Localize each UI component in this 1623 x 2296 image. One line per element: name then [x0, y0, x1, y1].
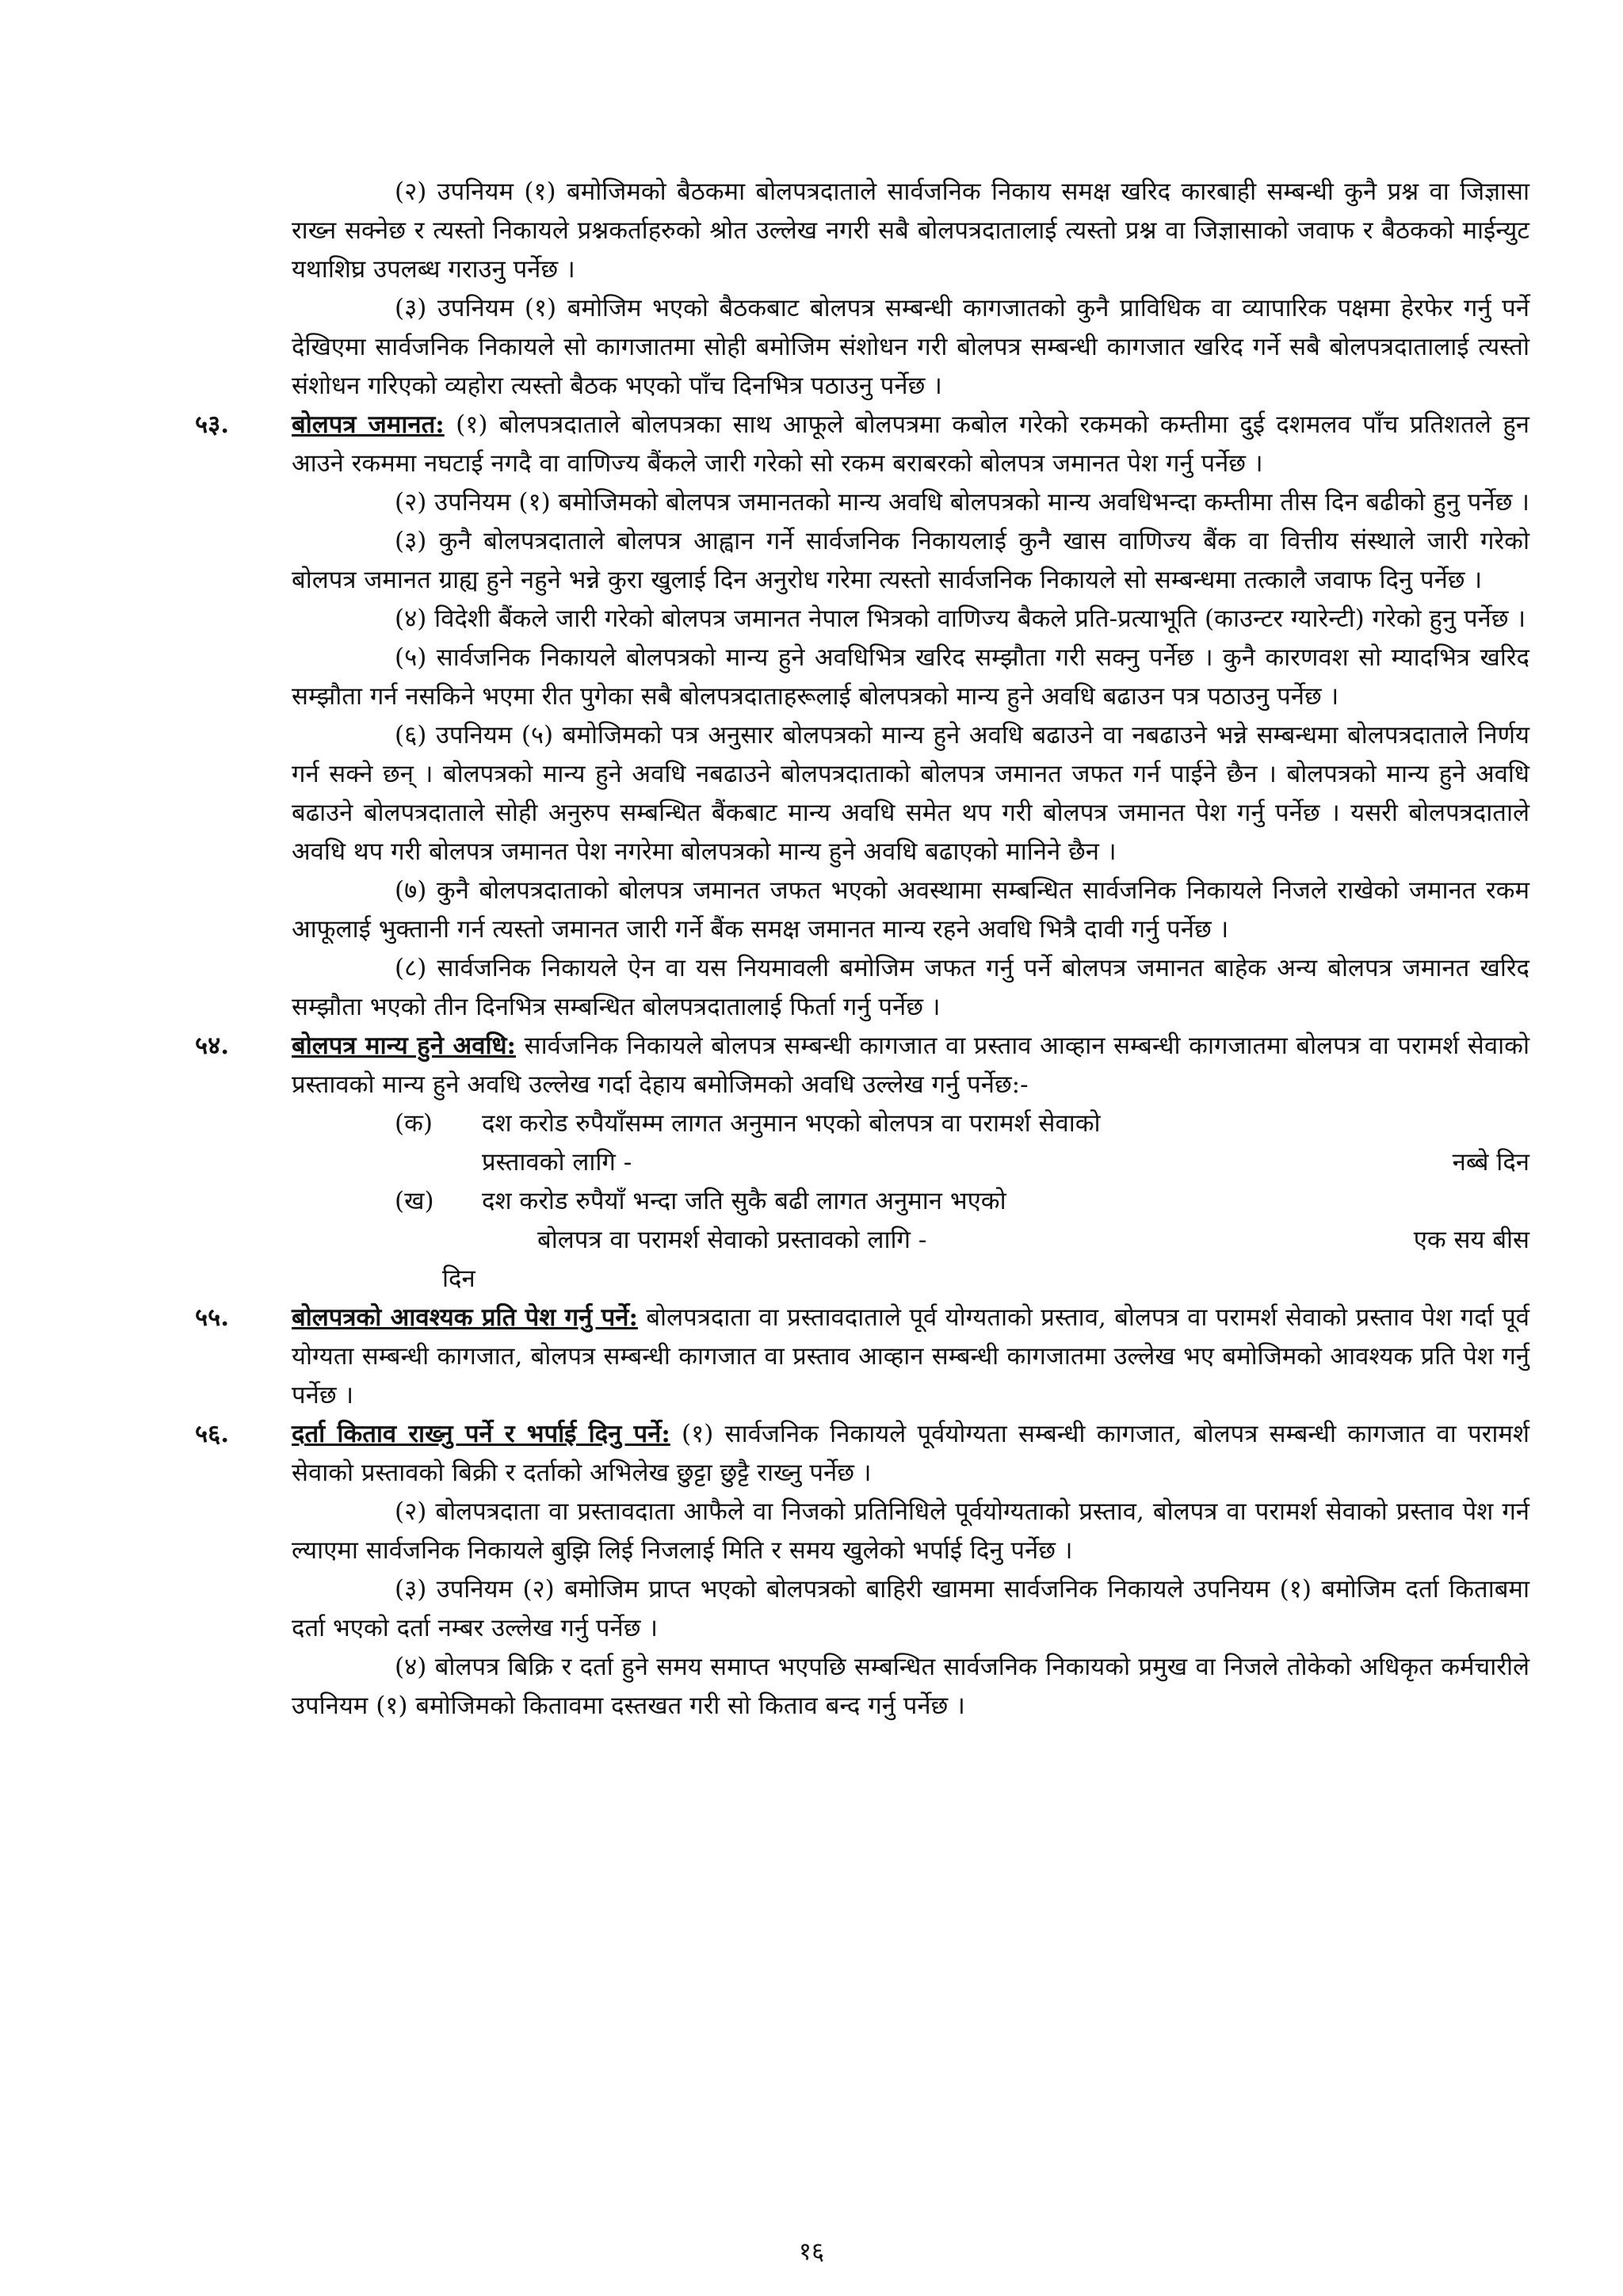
rule-54-number: ५४.: [195, 1032, 230, 1060]
rule-55-body-text: बोलपत्रदाता वा प्रस्तावदाताले पूर्व योग्यताको प्रस्ताव, बोलपत्र वा परामर्श सेवाको प्रस्ताव पेश गर्दा पूर्व योग्यता सम्बन्धी कागजात, बोलपत्र सम्बन्धी कागजात वा प्रस्ताव आव्हान सम्बन्धी कागजातमा उल्लेख भए बमोजिमको आवश्यक प्रति पेश गर्नु पर्नेछ ।: [292, 1303, 1529, 1409]
rule-53-subrule-3: (३) कुनै बोलपत्रदाताले बोलपत्र आह्वान गर्ने सार्वजनिक निकायलाई कुनै खास वाणिज्य बैंक वा वित्तीय संस्थाले जारी गरेको बोलपत्र जमानत ग्राह्य हुने नहुने भन्ने कुरा खुलाई दिन अनुरोध गरेमा त्यस्तो सार्वजनिक निकायले सो सम्बन्धमा तत्कालै जवाफ दिनु पर्नेछ ।: [292, 527, 1529, 594]
page-number: १६: [798, 2237, 825, 2266]
rule-52-subrule-2: (२) उपनियम (१) बमोजिमको बैठकमा बोलपत्रदाताले सार्वजनिक निकाय समक्ष खरिद कारबाही सम्बन्धी कुनै प्रश्न वा जिज्ञासा राख्न सक्नेछ र त्यस्तो निकायले प्रश्नकर्ताहरुको श्रोत उल्लेख नगरी सबै बोलपत्रदातालाई त्यस्तो प्रश्न वा जिज्ञासाको जवाफ र बैठकको माईन्युट यथाशिघ्र उपलब्ध गराउनु पर्नेछ ।: [292, 177, 1529, 284]
list-item-text: बोलपत्र वा परामर्श सेवाको प्रस्तावको लागि -: [537, 1226, 927, 1254]
rule-56-subrule-1-text: (१) सार्वजनिक निकायले पूर्वयोग्यता सम्बन्धी कागजात, बोलपत्र सम्बन्धी कागजात वा परामर्श सेवाको प्रस्तावको बिक्री र दर्ताको अभिलेख छुट्टा छुट्टै राख्नु पर्नेछ ।: [292, 1420, 1529, 1487]
rule-56-subrule-2: (२) बोलपत्रदाता वा प्रस्तावदाता आफैले वा निजको प्रतिनिधिले पूर्वयोग्यताको प्रस्ताव, बोलपत्र वा परामर्श सेवाको प्रस्ताव पेश गर्न ल्याएमा सार्वजनिक निकायले बुझि लिई निजलाई मिति र समय खुलेको भर्पाई दिनु पर्नेछ ।: [292, 1497, 1529, 1565]
list-item-value: एक सय बीस: [1413, 1226, 1529, 1254]
list-item-kha-continuation: [292, 1221, 1529, 1260]
list-item-text: दश करोड रुपैयाँ भन्दा जति सुकै बढी लागत अनुमान भएको: [482, 1187, 1006, 1215]
rule-56: [195, 1415, 1529, 1493]
validity-period-list: [292, 1104, 1529, 1299]
rule-56-subrule-3: (३) उपनियम (२) बमोजिम प्राप्त भएको बोलपत्रको बाहिरी खाममा सार्वजनिक निकायले उपनियम (१) बमोजिम दर्ता किताबमा दर्ता भएको दर्ता नम्बर उल्लेख गर्नु पर्नेछ ।: [292, 1575, 1529, 1642]
document-body: [195, 173, 1530, 1726]
rule-53-subrule-7: (७) कुनै बोलपत्रदाताको बोलपत्र जमानत जफत भएको अवस्थामा सम्बन्धित सार्वजनिक निकायले निजले राखेको जमानत रकम आफूलाई भुक्तानी गर्न त्यस्तो जमानत जारी गर्ने बैंक समक्ष जमानत मान्य रहने अवधि भित्रै दावी गर्नु पर्नेछ ।: [292, 876, 1529, 944]
rule-53-subrule-2: (२) उपनियम (१) बमोजिमको बोलपत्र जमानतको मान्य अवधि बोलपत्रको मान्य अवधिभन्दा कम्तीमा तीस दिन बढीको हुनु पर्नेछ ।: [395, 488, 1529, 517]
rule-53-subrule-8: (८) सार्वजनिक निकायले ऐन वा यस नियमावली बमोजिम जफत गर्नु पर्ने बोलपत्र जमानत बाहेक अन्य बोलपत्र जमानत खरिद सम्झौता भएको तीन दिनभित्र सम्बन्धित बोलपत्रदातालाई फिर्ता गर्नु पर्नेछ ।: [292, 954, 1529, 1021]
rule-56-subrule-1: [292, 1415, 1529, 1493]
list-item-label: (क): [395, 1109, 433, 1138]
rule-54-heading: बोलपत्र मान्य हुने अवधि:: [292, 1032, 516, 1060]
rule-55-body: [292, 1299, 1529, 1415]
rule-53-number: ५३.: [195, 410, 230, 439]
rule-54-body: [292, 1027, 1529, 1104]
list-item-value: नब्बे दिन: [1452, 1148, 1529, 1177]
rule-56-heading: दर्ता किताव राख्नु पर्ने र भर्पाई दिनु पर्ने:: [292, 1420, 670, 1448]
list-item-ka: [292, 1104, 1529, 1143]
list-item-text: दश करोड रुपैयाँसम्म लागत अनुमान भएको बोलपत्र वा परामर्श सेवाको: [482, 1109, 1101, 1138]
list-item-label: (ख): [395, 1187, 434, 1215]
list-item-kha-tail: दिन: [442, 1264, 475, 1293]
rule-53-subrule-6: (६) उपनियम (५) बमोजिमको पत्र अनुसार बोलपत्रको मान्य हुने अवधि बढाउने वा नबढाउने भन्ने सम्बन्धमा बोलपत्रदाताले निर्णय गर्न सक्ने छन् । बोलपत्रको मान्य हुने अवधि नबढाउने बोलपत्रदाताको बोलपत्र जमानत जफत गर्न पाईने छैन । बोलपत्रको मान्य हुने अवधि बढाउने बोलपत्रदाताले सोही अनुरुप सम्बन्धित बैंकबाट मान्य अवधि समेत थप गरी बोलपत्र जमानत पेश गर्नु पर्नेछ । यसरी बोलपत्रदाताले अवधि थप गरी बोलपत्र जमानत पेश नगरेमा बोलपत्रको मान्य हुने अवधि बढाएको मानिने छैन ।: [292, 721, 1529, 866]
list-item-text: प्रस्तावको लागि -: [482, 1148, 632, 1177]
rule-53-subrule-5: (५) सार्वजनिक निकायले बोलपत्रको मान्य हुने अवधिभित्र खरिद सम्झौता गरी सक्नु पर्नेछ । कुनै कारणवश सो म्यादभित्र खरिद सम्झौता गर्न नसकिने भएमा रीत पुगेका सबै बोलपत्रदाताहरूलाई बोलपत्रको मान्य हुने अवधि बढाउन पत्र पठाउनु पर्नेछ ।: [292, 643, 1529, 711]
list-item-ka-continuation: [292, 1143, 1529, 1182]
rule-55-number: ५५.: [195, 1303, 230, 1332]
rule-53-subrule-1: [292, 406, 1529, 483]
rule-55: [195, 1299, 1529, 1415]
rule-54: [195, 1027, 1529, 1104]
rule-53-heading: बोलपत्र जमानत:: [292, 410, 445, 439]
rule-53-subrule-4: (४) विदेशी बैंकले जारी गरेको बोलपत्र जमानत नेपाल भित्रको वाणिज्य बैकले प्रति-प्रत्याभूति (काउन्टर ग्यारेन्टी) गरेको हुनु पर्नेछ ।: [395, 605, 1526, 633]
rule-55-heading: बोलपत्रको आवश्यक प्रति पेश गर्नु पर्ने:: [292, 1303, 638, 1332]
rule-54-body-text: सार्वजनिक निकायले बोलपत्र सम्बन्धी कागजात वा प्रस्ताव आव्हान सम्बन्धी कागजातमा बोलपत्र वा परामर्श सेवाको प्रस्तावको मान्य हुने अवधि उल्लेख गर्दा देहाय बमोजिमको अवधि उल्लेख गर्नु पर्नेछ:-: [292, 1032, 1529, 1099]
rule-53: [195, 406, 1530, 483]
rule-56-number: ५६.: [195, 1420, 230, 1448]
rule-53-subrule-1-text: (१) बोलपत्रदाताले बोलपत्रका साथ आफूले बोलपत्रमा कबोल गरेको रकमको कम्तीमा दुई दशमलव पाँच प्रतिशतले हुन आउने रकममा नघटाई नगदै वा वाणिज्य बैंकले जारी गरेको सो रकम बराबरको बोलपत्र जमानत पेश गर्नु पर्नेछ ।: [292, 410, 1530, 478]
rule-56-subrule-4: (४) बोलपत्र बिक्रि र दर्ता हुने समय समाप्त भएपछि सम्बन्धित सार्वजनिक निकायको प्रमुख वा निजले तोकेको अधिकृत कर्मचारीले उपनियम (१) बमोजिमको कितावमा दस्तखत गरी सो किताव बन्द गर्नु पर्नेछ ।: [292, 1653, 1529, 1720]
list-item-kha: [292, 1182, 1529, 1221]
rule-52-subrule-3: (३) उपनियम (१) बमोजिम भएको बैठकबाट बोलपत्र सम्बन्धी कागजातको कुनै प्राविधिक वा व्यापारिक पक्षमा हेरफेर गर्नु पर्ने देखिएमा सार्वजनिक निकायले सो कागजातमा सोही बमोजिम संशोधन गरी बोलपत्र सम्बन्धी कागजात खरिद गर्ने सबै बोलपत्रदातालाई त्यस्तो संशोधन गरिएको व्यहोरा त्यस्तो बैठक भएको पाँच दिनभित्र पठाउनु पर्नेछ ।: [292, 294, 1529, 400]
